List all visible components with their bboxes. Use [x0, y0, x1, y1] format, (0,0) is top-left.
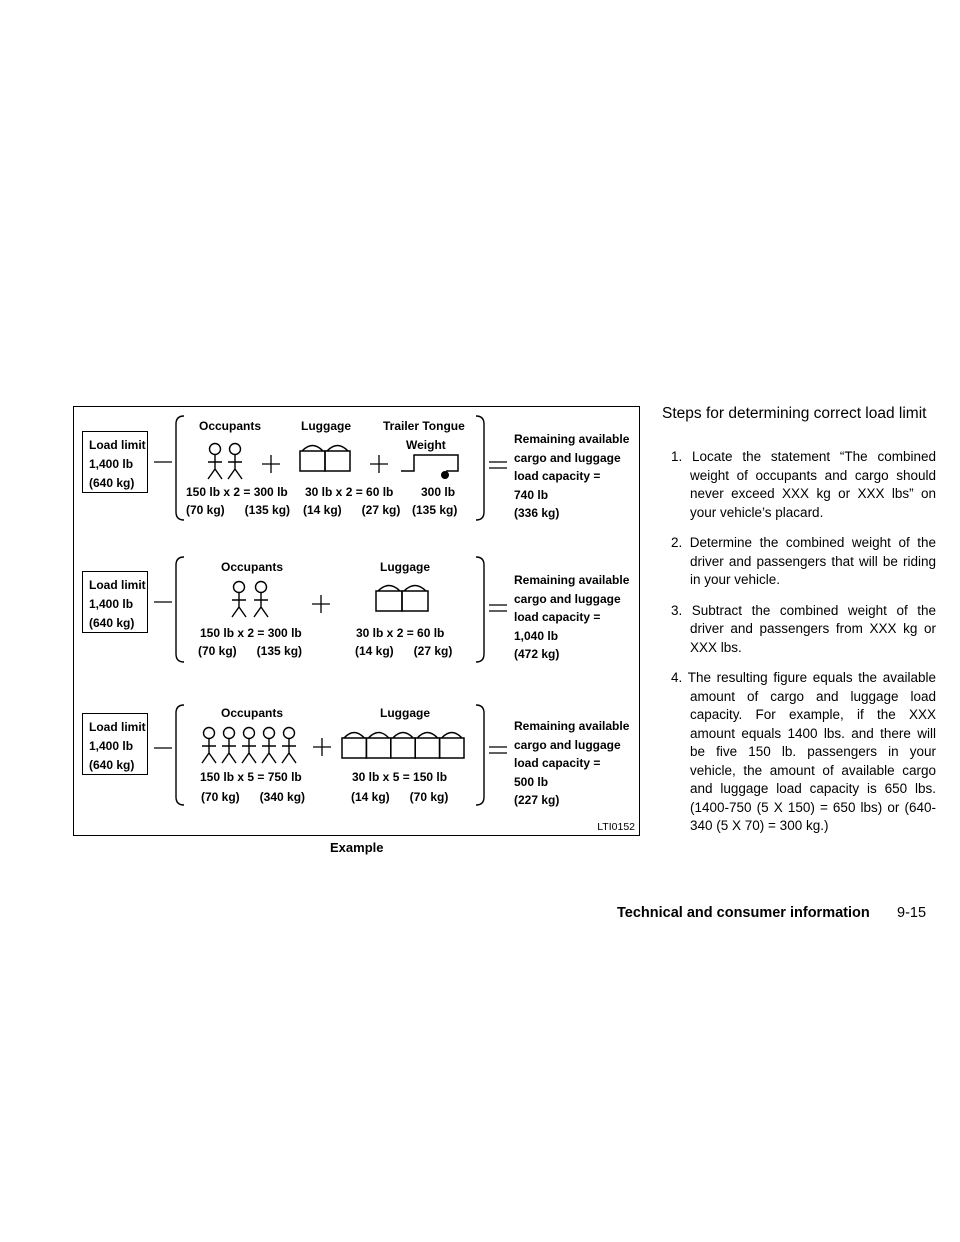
person-icon [208, 455, 222, 479]
load-limit-box-1 [82, 431, 148, 493]
person-icon [232, 593, 246, 617]
load-limit-figure [73, 406, 640, 836]
person-icon [234, 582, 245, 593]
occupants-label: Occupants [221, 560, 284, 574]
trailer-tongue-icon [401, 455, 458, 471]
result-line: 740 lb [514, 487, 549, 502]
occupants-label: Occupants [199, 419, 262, 433]
plus-icon [262, 455, 280, 473]
section-heading: Steps for determining correct load limit [662, 405, 927, 422]
person-icon [254, 593, 268, 617]
luggage-icon [402, 591, 428, 611]
list-item: 3. Subtract the combined weight of the driver and passengers from XXX kg or XXX lbs. [671, 602, 936, 655]
result-line: load capacity = [514, 756, 601, 770]
load-limit-line: Load limit [89, 438, 146, 452]
occupants-label: Occupants [221, 706, 284, 720]
bracket-right [476, 416, 484, 520]
plus-icon [313, 738, 331, 756]
person-icon [256, 582, 267, 593]
load-limit-box-2 [82, 571, 148, 633]
result-line: Remaining available [514, 432, 630, 446]
bracket-right [476, 705, 484, 805]
result-line: 500 lb [514, 774, 549, 789]
equals-icon [489, 605, 507, 611]
person-icon [224, 728, 235, 739]
person-icon [284, 728, 295, 739]
plus-icon [370, 455, 388, 473]
occupant-calc-kg: (70 kg) (135 kg) [198, 644, 303, 658]
figure-code: LTI0152 [597, 821, 635, 833]
list-item: 4. The resulting figure equals the available amount of cargo and luggage load capacity. For example, if the XXX amount equals 1400 lbs. and there will be five 150 lb. passengers in your vehicle, the amount of available cargo and luggage load capacity is 650 lbs. (1400-750 (5 X 150) = 650 lbs) or (640-340 (5 X 70) = 300 kg.) [671, 670, 936, 833]
luggage-icon [417, 733, 437, 739]
load-limit-line: (640 kg) [89, 758, 135, 772]
luggage-icon [393, 733, 413, 739]
bracket-left [176, 705, 184, 805]
luggage-icon [378, 586, 400, 592]
tongue-calc-kg: (135 kg) [412, 503, 458, 517]
result-line: Remaining available [514, 573, 630, 587]
equals-icon [489, 462, 507, 468]
result-line: cargo and luggage [514, 737, 621, 752]
result-line: load capacity = [514, 469, 601, 483]
trailer-tongue-icon [442, 472, 449, 479]
luggage-icon [404, 586, 426, 592]
load-limit-line: 1,400 lb [89, 457, 134, 471]
page-number: 9-15 [897, 905, 927, 921]
luggage-icon [325, 451, 350, 471]
occupant-calc: 150 lb x 5 = 750 lb [200, 770, 302, 784]
result-line: cargo and luggage [514, 450, 621, 465]
footer-section-label: Technical and consumer information [617, 905, 870, 921]
figure-caption: Example [330, 840, 384, 855]
list-item: 1. Locate the statement “The combined weight of occupants and cargo should never exceed XXX kg or XXX lbs” on your vehicle’s placard. [671, 449, 936, 520]
steps-list [662, 448, 936, 848]
person-icon [228, 455, 242, 479]
result-text-2 [514, 571, 629, 664]
tongue-calc: 300 lb [421, 485, 456, 499]
luggage-label: Luggage [301, 419, 351, 433]
luggage-icon [302, 446, 323, 452]
result-text-3 [514, 717, 629, 810]
person-icon [222, 739, 236, 763]
list-item: 2. Determine the combined weight of the driver and passengers that will be riding in your vehicle. [671, 535, 936, 587]
load-limit-line: 1,400 lb [89, 597, 134, 611]
occupant-calc-kg: (70 kg) (135 kg) [186, 503, 291, 517]
tongue-label: Trailer Tongue [383, 419, 465, 433]
person-icon [242, 739, 256, 763]
result-line: Remaining available [514, 719, 630, 733]
luggage-icon [300, 451, 325, 471]
luggage-icon [366, 738, 390, 758]
result-text-1 [514, 430, 629, 523]
bracket-left [176, 416, 184, 520]
luggage-calc: 30 lb x 2 = 60 lb [356, 626, 445, 640]
luggage-calc-kg: (14 kg) (70 kg) [351, 790, 449, 804]
luggage-icon [376, 591, 402, 611]
load-limit-line: Load limit [89, 578, 146, 592]
plus-icon [312, 595, 330, 613]
luggage-icon [440, 738, 464, 758]
person-icon [202, 739, 216, 763]
luggage-calc: 30 lb x 2 = 60 lb [305, 485, 394, 499]
luggage-icon [391, 738, 415, 758]
luggage-calc-kg: (14 kg) (27 kg) [355, 644, 453, 658]
luggage-icon [368, 733, 388, 739]
person-icon [282, 739, 296, 763]
person-icon [210, 444, 221, 455]
luggage-icon [415, 738, 439, 758]
luggage-calc: 30 lb x 5 = 150 lb [352, 770, 448, 784]
occupant-calc-kg: (70 kg) (340 kg) [201, 790, 306, 804]
bracket-left [176, 557, 184, 662]
person-icon [244, 728, 255, 739]
person-icon [262, 739, 276, 763]
load-limit-box-3 [82, 713, 148, 775]
load-limit-line: 1,400 lb [89, 739, 134, 753]
result-line: load capacity = [514, 610, 601, 624]
luggage-icon [342, 738, 366, 758]
person-icon [204, 728, 215, 739]
tongue-label: Weight [406, 438, 446, 452]
equals-icon [489, 747, 507, 753]
luggage-label: Luggage [380, 706, 430, 720]
load-limit-line: Load limit [89, 720, 146, 734]
load-limit-line: (640 kg) [89, 616, 135, 630]
luggage-icon [344, 733, 364, 739]
result-line: (336 kg) [514, 506, 560, 520]
person-icon [264, 728, 275, 739]
person-icon [230, 444, 241, 455]
result-line: (227 kg) [514, 793, 560, 807]
luggage-label: Luggage [380, 560, 430, 574]
load-limit-line: (640 kg) [89, 476, 135, 490]
result-line: 1,040 lb [514, 628, 559, 643]
occupant-calc: 150 lb x 2 = 300 lb [200, 626, 302, 640]
result-line: cargo and luggage [514, 591, 621, 606]
result-line: (472 kg) [514, 647, 560, 661]
luggage-calc-kg: (14 kg) (27 kg) [303, 503, 401, 517]
bracket-right [476, 557, 484, 662]
luggage-icon [442, 733, 462, 739]
luggage-icon [327, 446, 348, 452]
occupant-calc: 150 lb x 2 = 300 lb [186, 485, 288, 499]
